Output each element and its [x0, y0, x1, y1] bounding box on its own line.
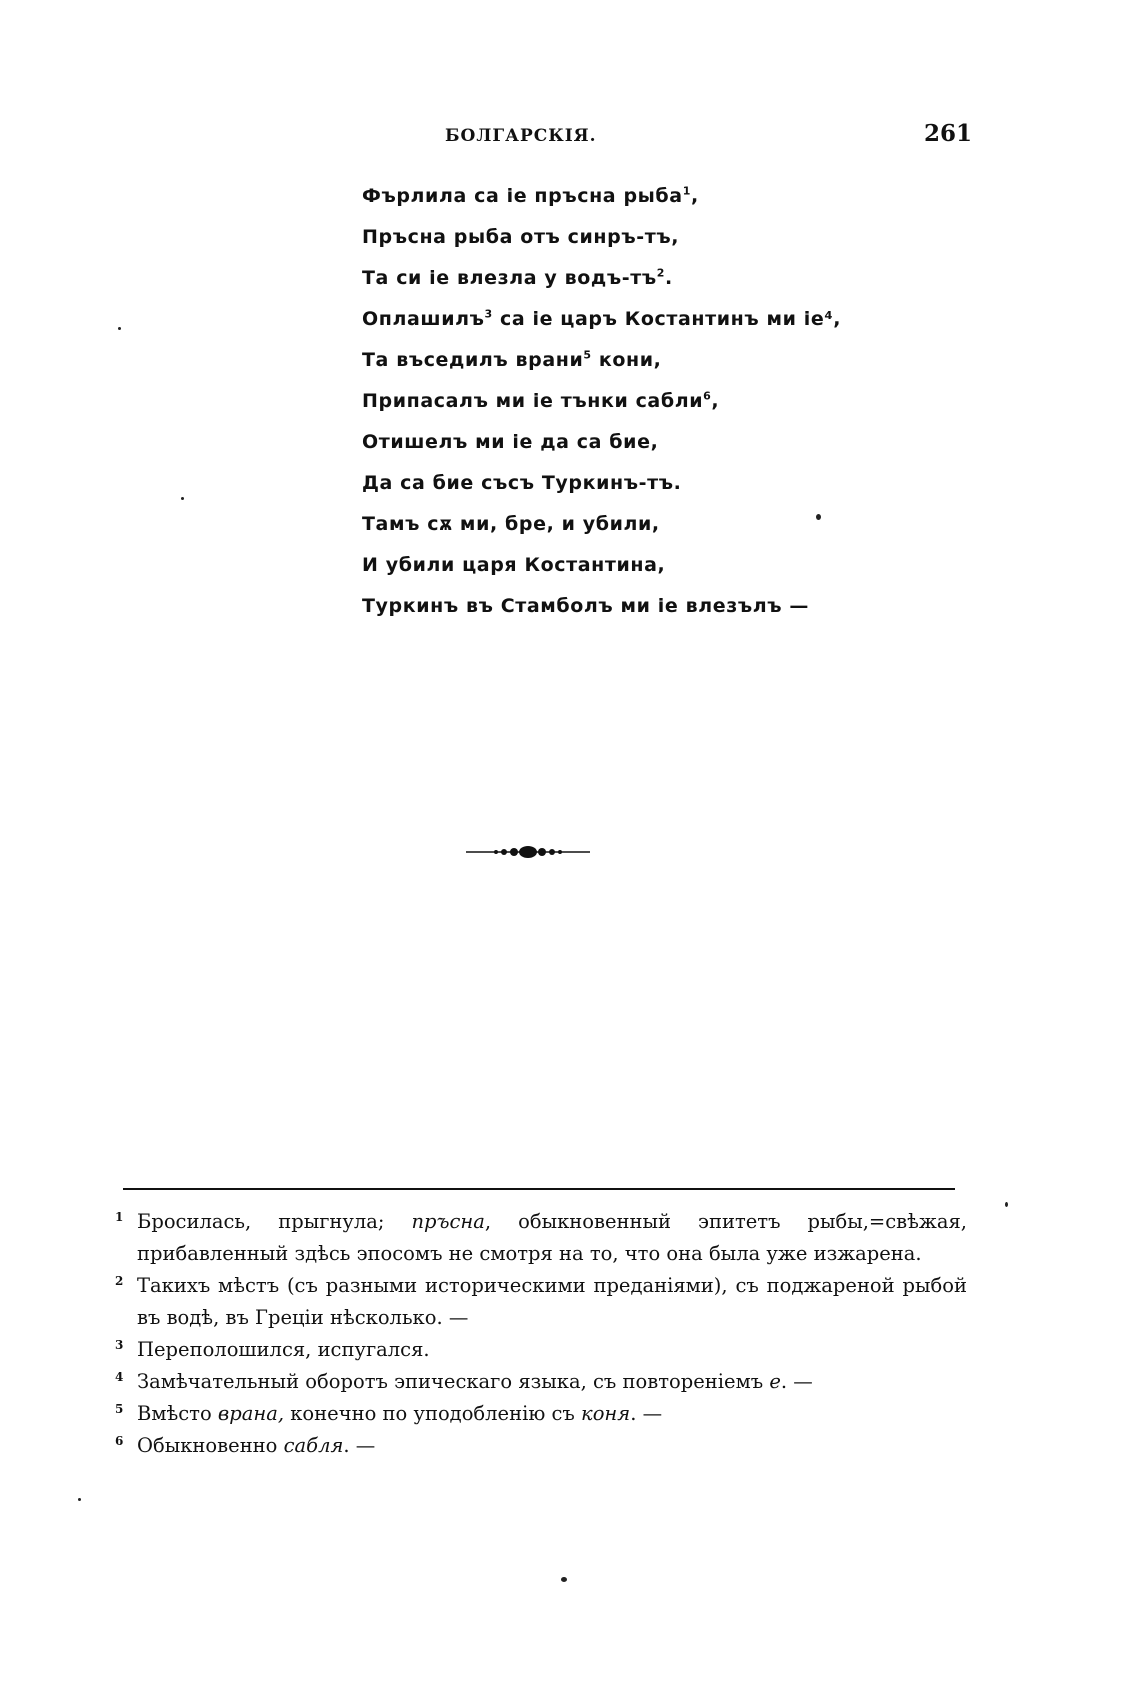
poem	[362, 176, 882, 627]
poem-line-text: Оплашилъ	[362, 308, 485, 330]
poem-line-tail: кони,	[591, 349, 662, 371]
footnote	[115, 1366, 967, 1398]
footnote-text: Переполошился, испугался.	[137, 1338, 430, 1361]
footnote-marker: 3	[484, 307, 493, 321]
poem-line	[362, 299, 882, 340]
footnote-italic-text: коня	[581, 1402, 631, 1425]
poem-line-tail: са ie царъ Костантинъ ми ie⁴,	[492, 308, 842, 330]
poem-line-text: Тамъ сѫ ми, брe, и убили,	[362, 513, 660, 535]
ornament-divider	[466, 842, 590, 862]
poem-line-text: Фърлила са ie пръсна рыба	[362, 185, 683, 207]
footnote-italic-text: врана,	[217, 1402, 285, 1425]
footnote-italic-text: пръсна	[411, 1210, 485, 1233]
footnote	[115, 1206, 967, 1270]
poem-line	[362, 545, 882, 586]
footnote-number: 2	[115, 1274, 124, 1288]
footnote-number: 6	[115, 1434, 124, 1448]
footnote-text: , обыкновенный эпитетъ рыбы,=свѣжая, прибавленный здѣсь эпосомъ не смотря на то, что она была уже изжарена.	[137, 1210, 967, 1265]
scan-speck	[816, 514, 821, 520]
poem-line	[362, 176, 882, 217]
poem-line	[362, 586, 882, 627]
footnote-text: Замѣчательный оборотъ эпическаго языка, съ повторенiемъ	[137, 1370, 770, 1393]
scan-speck	[1005, 1202, 1008, 1207]
poem-line	[362, 258, 882, 299]
scan-speck	[181, 497, 184, 500]
poem-line	[362, 381, 882, 422]
poem-line-text: Туркинъ въ Стамболъ ми ie влезълъ —	[362, 595, 809, 617]
footnote-number: 4	[115, 1370, 124, 1384]
poem-line-tail: ,	[690, 185, 699, 207]
scan-speck	[78, 1498, 81, 1501]
footnote-italic-text: сабля	[283, 1434, 344, 1457]
footnote-text: Бросилась, прыгнула;	[137, 1210, 412, 1233]
footnotes	[115, 1206, 967, 1462]
footnote-number: 1	[115, 1210, 124, 1224]
poem-line-text: Та си ie влезла у водъ-тъ	[362, 267, 657, 289]
footnote	[115, 1430, 967, 1462]
page-number: 261	[924, 120, 973, 147]
footnote-rule	[123, 1188, 955, 1190]
footnote-text: . —	[630, 1402, 663, 1425]
poem-line-text: Да са бие съсъ Туркинъ-тъ.	[362, 472, 682, 494]
poem-line-text: Та въседилъ врани	[362, 349, 584, 371]
scan-speck	[118, 327, 121, 330]
footnote-italic-text: e	[769, 1370, 781, 1393]
footnote-text: . —	[780, 1370, 813, 1393]
poem-line-tail: ,	[711, 390, 720, 412]
footnote-text: конечно по уподобленiю съ	[284, 1402, 582, 1425]
poem-line	[362, 340, 882, 381]
footnote-text: . —	[343, 1434, 376, 1457]
poem-line	[362, 463, 882, 504]
poem-line	[362, 422, 882, 463]
poem-line-text: И убили царя Костантина,	[362, 554, 666, 576]
footnote-marker: 1	[682, 184, 691, 198]
footnote-marker: 6	[703, 389, 712, 403]
footnote	[115, 1398, 967, 1430]
footnote-text: Вмѣсто	[137, 1402, 218, 1425]
running-title: БОЛГАРСКIЯ.	[445, 126, 597, 146]
footnote-text: Обыкновенно	[137, 1434, 284, 1457]
poem-line-text: Припасалъ ми ie тънки сабли	[362, 390, 704, 412]
poem-line	[362, 504, 882, 545]
poem-line	[362, 217, 882, 258]
footnote-number: 5	[115, 1402, 124, 1416]
poem-line-tail: .	[664, 267, 673, 289]
footnote-marker: 2	[656, 266, 665, 280]
poem-line-text: Пръсна рыба отъ синръ-тъ,	[362, 226, 680, 248]
footnote	[115, 1334, 967, 1366]
footnote-number: 3	[115, 1338, 124, 1352]
page-header	[0, 118, 1140, 158]
poem-line-text: Отишелъ ми ie да са бие,	[362, 431, 659, 453]
scan-speck	[561, 1577, 567, 1582]
footnote-marker: 5	[583, 348, 592, 362]
footnote-text: Такихъ мѣстъ (съ разными историческими преданiями), съ поджареной рыбой въ водѣ, въ Грецiи нѣсколько. —	[137, 1274, 967, 1329]
footnote	[115, 1270, 967, 1334]
